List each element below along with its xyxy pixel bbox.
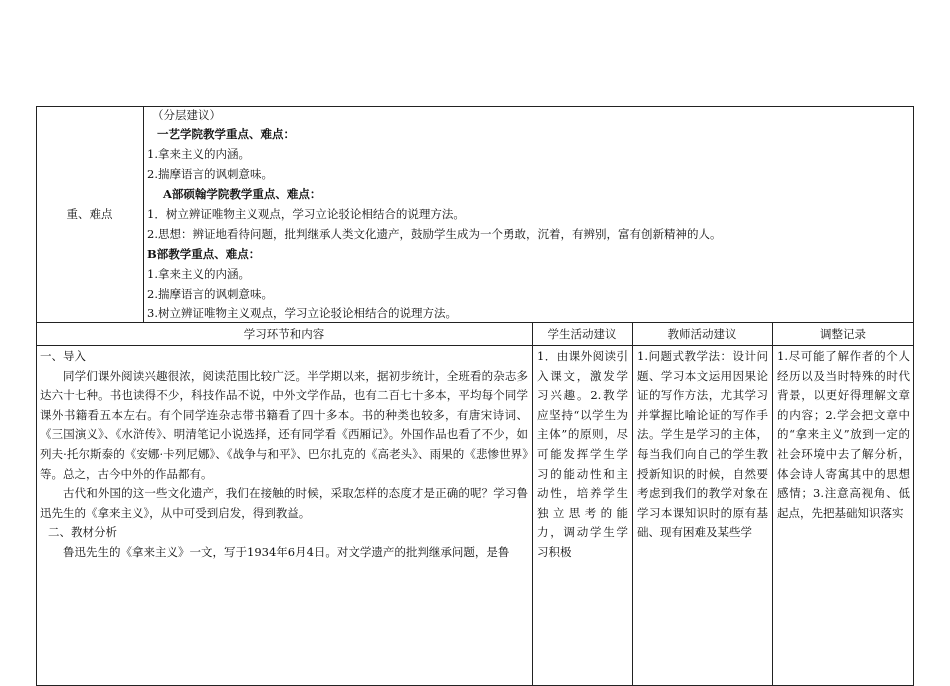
layer-note: （分层建议） (152, 108, 221, 122)
adjustment-record-cell: 1.尽可能了解作者的个人经历以及当时特殊的时代背景，以更好得理解文章的内容；2.学会把文章中的“拿来主义”放到一定的社会环境中去了解分析，体会诗人寄寓其中的思想感情；3.注意高视角、低起点，先把基础知识落实 (777, 349, 910, 520)
analysis-paragraph: 鲁迅先生的《拿来主义》一文，写于1934年6月4日。对文学遗产的批判继承问题，是鲁 (63, 544, 510, 559)
arts-item: 2.揣摩语言的讽刺意味。 (147, 167, 273, 181)
b-heading: B部教学重点、难点： (147, 247, 261, 261)
focus-label: 重、难点 (66, 207, 113, 221)
content-cell (40, 347, 528, 563)
arts-item: 1.拿来主义的内涵。 (147, 147, 250, 161)
column-divider-2 (632, 322, 633, 686)
header-adjust: 调整记录 (820, 327, 866, 341)
focus-divider (143, 106, 144, 322)
header-content: 学习环节和内容 (243, 327, 325, 341)
header-teacher: 教师活动建议 (667, 327, 737, 341)
a-item: 2.思想：辨证地看待问题，批判继承人类文化遗产，鼓励学生成为一个勇敢，沉着，有辨别，富有创新精神的人。 (147, 227, 722, 241)
a-item: 1．树立辨证唯物主义观点，学习立论驳论相结合的说理方法。 (147, 207, 465, 221)
intro-paragraph: 古代和外国的这一些文化遗产，我们在接触的时候，采取怎样的态度才是正确的呢？学习鲁迅先生的《拿来主义》，从中可受到启发，得到教益。 (40, 486, 528, 520)
column-divider-1 (532, 322, 533, 686)
column-divider-3 (772, 322, 773, 686)
arts-heading: 一艺学院教学重点、难点： (157, 127, 295, 141)
header-student: 学生活动建议 (547, 327, 617, 341)
section-divider (36, 322, 914, 323)
analysis-heading: 二、教材分析 (48, 525, 118, 540)
intro-paragraph: 同学们课外阅读兴趣很浓，阅读范围比较广泛。半学期以来，据初步统计，全班看的杂志多达六十七种。书也读得不少，科技作品不说，中外文学作品，也有二百七十多本，平均每个同学课外书籍看五本左右。有个同学连杂志带书籍看了四十多本。书的种类也较多，有唐宋诗词、《三国演义》、《水浒传》、明清笔记小说选择，还有同学看《西厢记》。外国作品也看了不少，如列夫·托尔斯泰的《安娜·卡列尼娜》、《战争与和平》、巴尔扎克的《高老头》、雨果的《悲惨世界》等。总之，古今中外的作品都有。 (40, 368, 528, 481)
b-item: 1.拿来主义的内涵。 (147, 267, 250, 281)
a-heading: A部硕翰学院教学重点、难点： (163, 187, 322, 201)
b-item: 3.树立辨证唯物主义观点，学习立论驳论相结合的说理方法。 (147, 306, 457, 320)
teacher-activity-cell: 1.问题式教学法：设计问题、学习本文运用因果论证的写作方法，尤其学习并掌握比喻论证的写作手法。学生是学习的主体，每当我们向自己的学生教授新知识的时候，自然要考虑到我们的教学对象在学习本课知识时的原有基础、现有困难及某些学 (637, 349, 768, 540)
student-activity-cell: 1．由课外阅读引入课文，激发学习兴趣。2.教学应坚持“以学生为主体”的原则，尽可能发挥学生学习的能动性和主动性，培养学生独立思考的能力，调动学生学习积极 (537, 349, 628, 559)
b-item: 2.揣摩语言的讽刺意味。 (147, 287, 273, 301)
header-row-divider (36, 345, 914, 346)
intro-heading: 一、导入 (40, 349, 86, 363)
